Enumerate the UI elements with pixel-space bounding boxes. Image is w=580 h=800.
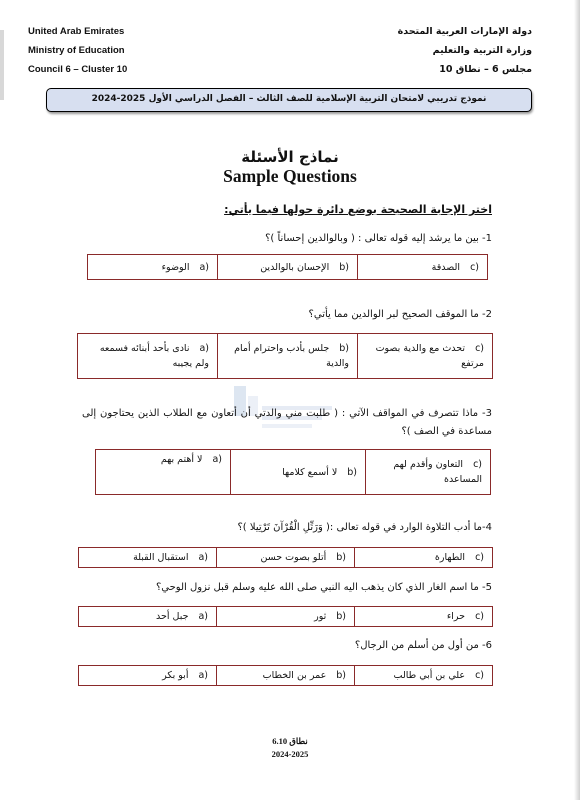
header-country: United Arab Emirates xyxy=(28,26,125,37)
option-2-a[interactable] xyxy=(78,334,218,379)
option-5-c[interactable] xyxy=(355,607,493,627)
option-text: أبو بكر xyxy=(162,670,189,681)
option-4-a[interactable] xyxy=(79,548,217,568)
option-letter: c) xyxy=(475,343,484,354)
options-table-2 xyxy=(77,333,493,379)
header-ministry-ar: وزارة التربية والتعليم xyxy=(432,45,532,56)
option-letter: a) xyxy=(199,261,209,273)
option-text: لا أسمع كلامها xyxy=(282,466,338,478)
option-text: جلس بأدب واحترام أمام والدية xyxy=(234,343,349,369)
option-letter: a) xyxy=(199,343,209,354)
option-letter: b) xyxy=(336,670,346,681)
options-table-1 xyxy=(87,254,488,280)
option-letter: c) xyxy=(475,552,484,563)
option-letter: a) xyxy=(198,611,208,622)
option-3-b[interactable] xyxy=(231,450,366,495)
option-2-c[interactable] xyxy=(358,334,493,379)
page-edge-left xyxy=(0,30,4,100)
header-ministry: Ministry of Education xyxy=(28,45,125,56)
options-table-3 xyxy=(95,449,491,495)
option-text: لا أهتم بهم xyxy=(160,454,203,465)
question-5: 5- ما اسم الغار الذي كان يذهب اليه النبي صلى الله عليه وسلم قبل نزول الوحي؟ xyxy=(155,582,492,593)
page-title-arabic: نماذج الأسئلة xyxy=(241,148,339,166)
option-letter: c) xyxy=(475,611,484,622)
options-table-5 xyxy=(78,606,493,627)
option-text: نادى بأحد أبنائه فسمعه ولم يجيبه xyxy=(99,343,209,369)
option-6-c[interactable] xyxy=(355,666,493,686)
option-letter: a) xyxy=(198,552,208,563)
option-4-b[interactable] xyxy=(217,548,355,568)
option-text: تحدث مع والدية بصوت مرتفع xyxy=(375,343,484,369)
options-table-6 xyxy=(78,665,493,686)
question-1: 1- بين ما يرشد إليه قوله تعالى : ( وبالوالدين إحساناً )؟ xyxy=(265,233,492,244)
option-text: جبل أحد xyxy=(156,611,189,622)
option-letter: b) xyxy=(336,552,346,563)
option-5-a[interactable] xyxy=(79,607,217,627)
option-letter: b) xyxy=(339,261,349,273)
option-text: الوضوء xyxy=(161,261,190,273)
option-3-c[interactable] xyxy=(366,450,491,495)
question-6: 6- من أول من أسلم من الرجال؟ xyxy=(354,640,492,651)
footer-cluster: نطاق 6.10 xyxy=(272,736,308,746)
option-letter: b) xyxy=(347,466,357,478)
option-letter: c) xyxy=(470,261,479,273)
option-text: علي بن أبي طالب xyxy=(393,670,466,681)
options-table-4 xyxy=(78,547,493,568)
option-letter: a) xyxy=(198,670,208,681)
page-title-english: Sample Questions xyxy=(223,166,357,186)
option-2-b[interactable] xyxy=(218,334,358,379)
option-letter: c) xyxy=(475,670,484,681)
option-text: استقبال القبلة xyxy=(133,552,189,563)
option-1-b[interactable] xyxy=(218,255,358,280)
option-text: الصدقة xyxy=(431,261,461,273)
option-4-c[interactable] xyxy=(355,548,493,568)
option-letter: b) xyxy=(339,343,349,354)
option-text: الإحسان بالوالدين xyxy=(260,261,330,273)
option-text: التعاون وأقدم لهم المساعدة xyxy=(393,459,482,485)
option-6-a[interactable] xyxy=(79,666,217,686)
option-text: عمر بن الخطاب xyxy=(262,670,327,681)
option-text: الطهارة xyxy=(434,552,466,563)
option-3-a[interactable] xyxy=(96,450,231,495)
header-council-ar: مجلس 6 – نطاق 10 xyxy=(439,64,532,75)
header-council: Council 6 – Cluster 10 xyxy=(28,64,128,75)
option-text: ثور xyxy=(314,611,327,622)
instruction-text: اختر الإجابة الصحيحة بوضع دائرة حولها فيما يأتي: xyxy=(224,203,492,216)
option-letter: a) xyxy=(212,454,222,465)
question-3: 3- ماذا تتصرف في المواقف الآتي : ( طلبت مني والدتي أن أتعاون مع الطلاب الذين يحتاجون إلى مساعدة في الصف )؟ xyxy=(82,408,492,437)
exam-title-banner: نموذج تدريبي لامتحان التربية الإسلامية للصف الثالث – الفصل الدراسي الأول 2025-2024 xyxy=(46,88,532,112)
header-arabic xyxy=(398,22,532,79)
option-6-b[interactable] xyxy=(217,666,355,686)
option-1-a[interactable] xyxy=(88,255,218,280)
option-1-c[interactable] xyxy=(358,255,488,280)
option-letter: b) xyxy=(336,611,346,622)
question-4: 4-ما أدب التلاوة الوارد في قوله تعالى :( وَرَتِّلِ الْقُرْآنَ تَرْتِيلا )؟ xyxy=(237,522,492,533)
header-english xyxy=(28,22,127,79)
option-5-b[interactable] xyxy=(217,607,355,627)
option-text: حراء xyxy=(446,611,466,622)
option-letter: c) xyxy=(473,459,482,470)
header-country-ar: دولة الإمارات العربية المتحدة xyxy=(397,26,532,37)
option-text: أتلو بصوت حسن xyxy=(260,552,327,563)
page-footer xyxy=(0,735,580,761)
footer-year: 2024-2025 xyxy=(271,749,309,759)
page-edge-shadow xyxy=(574,0,580,800)
question-2: 2- ما الموقف الصحيح لبر الوالدين مما يأتي؟ xyxy=(308,309,492,320)
